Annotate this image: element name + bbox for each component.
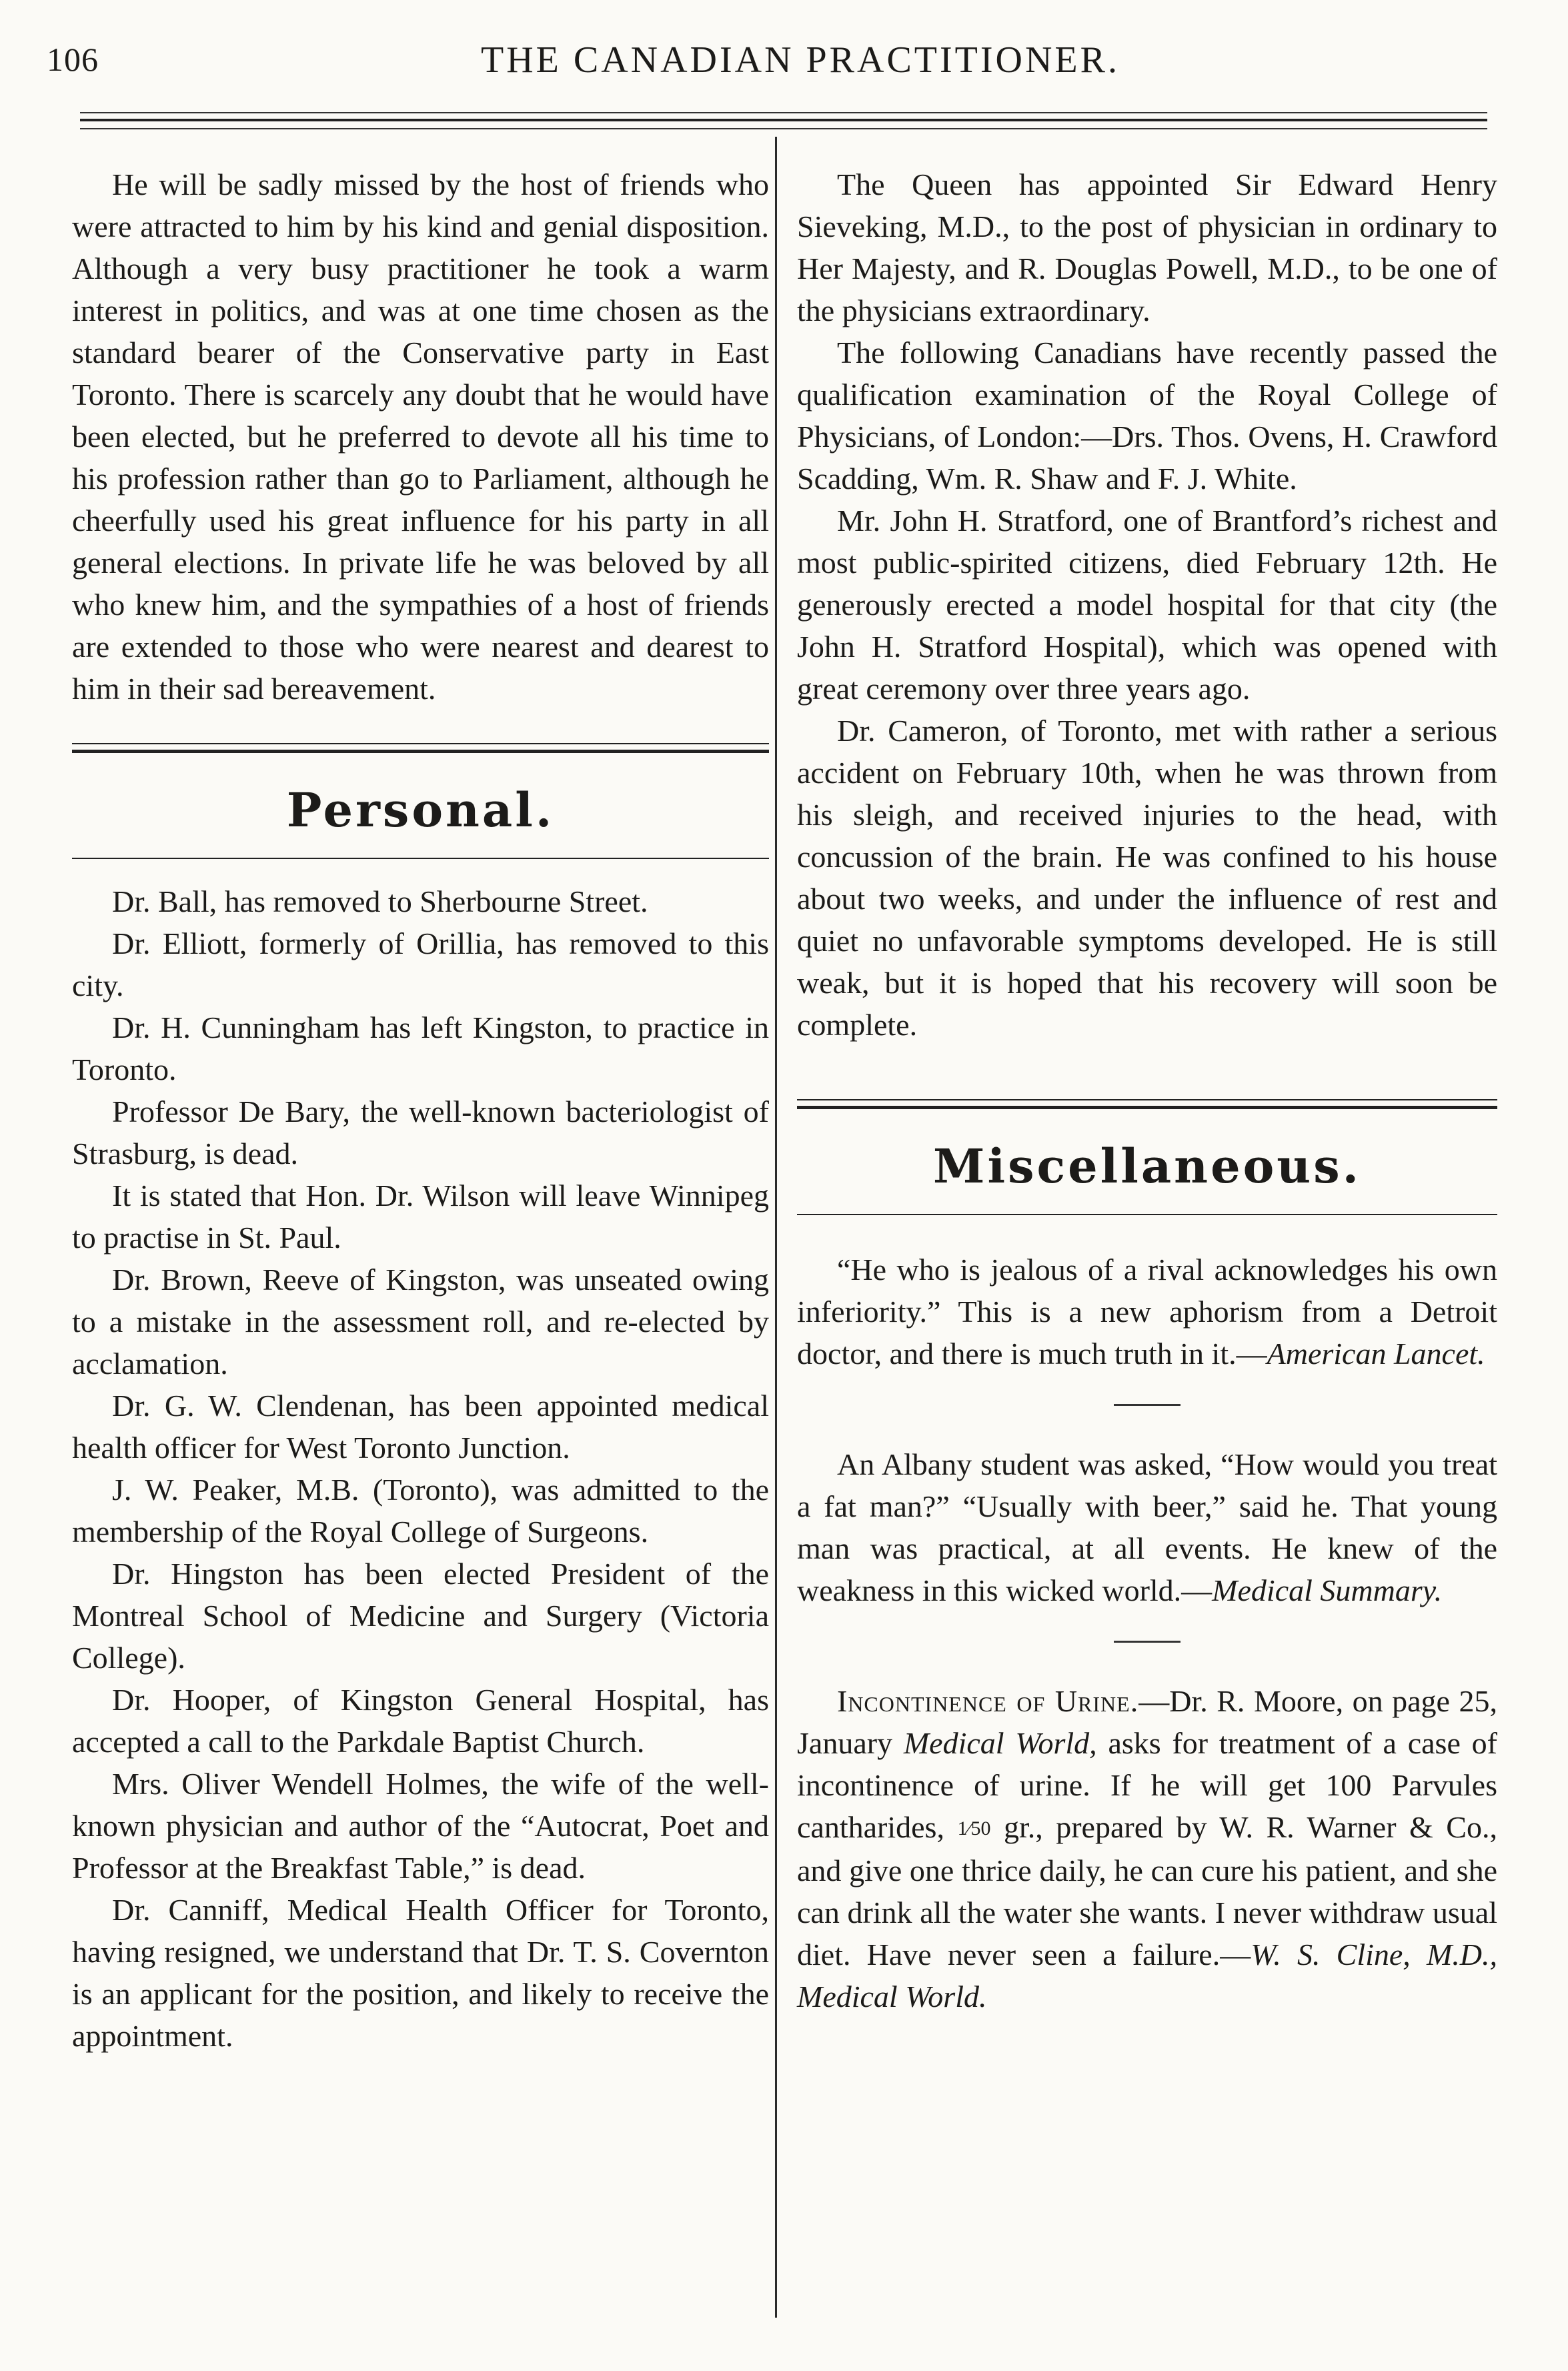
section-underline (797, 1214, 1497, 1215)
section-heading-personal: Personal. (286, 782, 555, 838)
section-heading-miscellaneous: Miscellaneous. (933, 1138, 1361, 1194)
misc-item-incontinence: Incontinence of Urine.—Dr. R. Moore, on page 25, January Medical World, asks for treatment of a case of incontinence of urine. If he will get 100 Parvules cantharides, 1⁄50 gr., prepared by W. R. Warner & Co., and give one thrice daily, he can cure his patient, and she can drink all the water she wants. I never withdraw usual diet. Have never seen a failure.—W. S. Cline, M.D., Medical World. (797, 1684, 1498, 2014)
section-underline (72, 858, 769, 859)
misc-item-aphorism: “He who is jealous of a rival acknowledges his own inferiority.” This is a new aphorism from a Detroit doctor, and there is much truth in it.—American Lancet. (797, 1253, 1497, 1371)
source-citation: Medical Summary. (1212, 1573, 1443, 1607)
personal-item: The Queen has appointed Sir Edward Henry Sieveking, M.D., to the post of physician in ordinary to Her Majesty, and R. Douglas Powell, M.D., to be one of the physicians extraordinary. (797, 167, 1497, 327)
personal-item: Dr. Ball, has removed to Sherbourne Street. (112, 884, 648, 918)
personal-item: It is stated that Hon. Dr. Wilson will leave Winnipeg to practise in St. Paul. (72, 1178, 769, 1255)
running-title: THE CANADIAN PRACTITIONER. (481, 39, 1120, 81)
separator-rule (1114, 1404, 1181, 1406)
fraction: 1⁄50 (957, 1817, 991, 1839)
misc-item-albany-student: An Albany student was asked, “How would you treat a fat man?” “Usually with beer,” said he. That young man was practical, at all events. He knew of the weakness in this wicked world.—Medical Summary. (797, 1447, 1497, 1607)
personal-item: Dr. H. Cunningham has left Kingston, to practice in Toronto. (72, 1010, 769, 1086)
left-column (72, 163, 769, 2057)
personal-item: Dr. Hingston has been elected President of the Montreal School of Medicine and Surgery (Victoria College). (72, 1557, 769, 1675)
personal-item: Mr. John H. Stratford, one of Brantford’s richest and most public-spirited citizens, died February 12th. He generously erected a model hospital for that city (the John H. Stratford Hospital), which was opened with great ceremony over three years ago. (797, 504, 1497, 706)
right-column (797, 163, 1497, 2018)
signature: W. S. Cline, M.D., Medical World. (797, 1937, 1497, 2014)
section-rule (797, 1099, 1497, 1115)
source-citation: American Lancet. (1267, 1337, 1485, 1371)
personal-item: J. W. Peaker, M.B. (Toronto), was admitted to the membership of the Royal College of Surgeons. (72, 1473, 769, 1549)
obituary-paragraph: He will be sadly missed by the host of friends who were attracted to him by his kind and genial disposition. Although a very busy practitioner he took a warm interest in politics, and was at one time chosen as the standard bearer of the Conservative party in East Toronto. There is scarcely any doubt that he would have been elected, but he preferred to devote all his time to his profession rather than go to Parliament, although he cheerfully used his great influence for his party in all general elections. In private life he was beloved by all who knew him, and the sympathies of a host of friends are extended to those who were nearest and dearest to him in their sad bereavement. (72, 167, 769, 706)
personal-item: Professor De Bary, the well-known bacteriologist of Strasburg, is dead. (72, 1094, 769, 1170)
page-number: 106 (47, 41, 99, 78)
header-rule-thin (80, 112, 1487, 113)
personal-item: The following Canadians have recently passed the qualification examination of the Royal College of Physicians, of London:—Drs. Thos. Ovens, H. Crawford Scadding, Wm. R. Shaw and F. J. White. (797, 335, 1497, 496)
column-divider (775, 137, 777, 2318)
header-rule-thin-2 (80, 128, 1487, 129)
personal-item: Dr. Brown, Reeve of Kingston, was unseated owing to a mistake in the assessment roll, and re-elected by acclamation. (72, 1263, 769, 1381)
personal-item: Dr. Cameron, of Toronto, met with rather a serious accident on February 10th, when he was thrown from his sleigh, and received injuries to the head, with concussion of the brain. He was confined to his house about two weeks, and under the influence of rest and quiet no unfavorable symptoms developed. He is still weak, but it is hoped that his recovery will soon be complete. (797, 714, 1497, 1042)
personal-item: Mrs. Oliver Wendell Holmes, the wife of the well-known physician and author of the “Autocrat, Poet and Professor at the Breakfast Table,” is dead. (72, 1767, 769, 1885)
personal-item: Dr. Elliott, formerly of Orillia, has removed to this city. (72, 926, 769, 1002)
separator-rule (1114, 1641, 1181, 1643)
section-rule (72, 743, 769, 759)
personal-item: Dr. G. W. Clendenan, has been appointed medical health officer for West Toronto Junction. (72, 1389, 769, 1465)
personal-item: Dr. Canniff, Medical Health Officer for Toronto, having resigned, we understand that Dr. T. S. Covernton is an applicant for the position, and likely to receive the appointment. (72, 1893, 769, 2053)
article-title: Incontinence of Urine. (837, 1684, 1139, 1718)
page-header (0, 0, 1568, 117)
header-rule-thick (80, 119, 1487, 121)
personal-item: Dr. Hooper, of Kingston General Hospital, has accepted a call to the Parkdale Baptist Church. (72, 1683, 769, 1759)
